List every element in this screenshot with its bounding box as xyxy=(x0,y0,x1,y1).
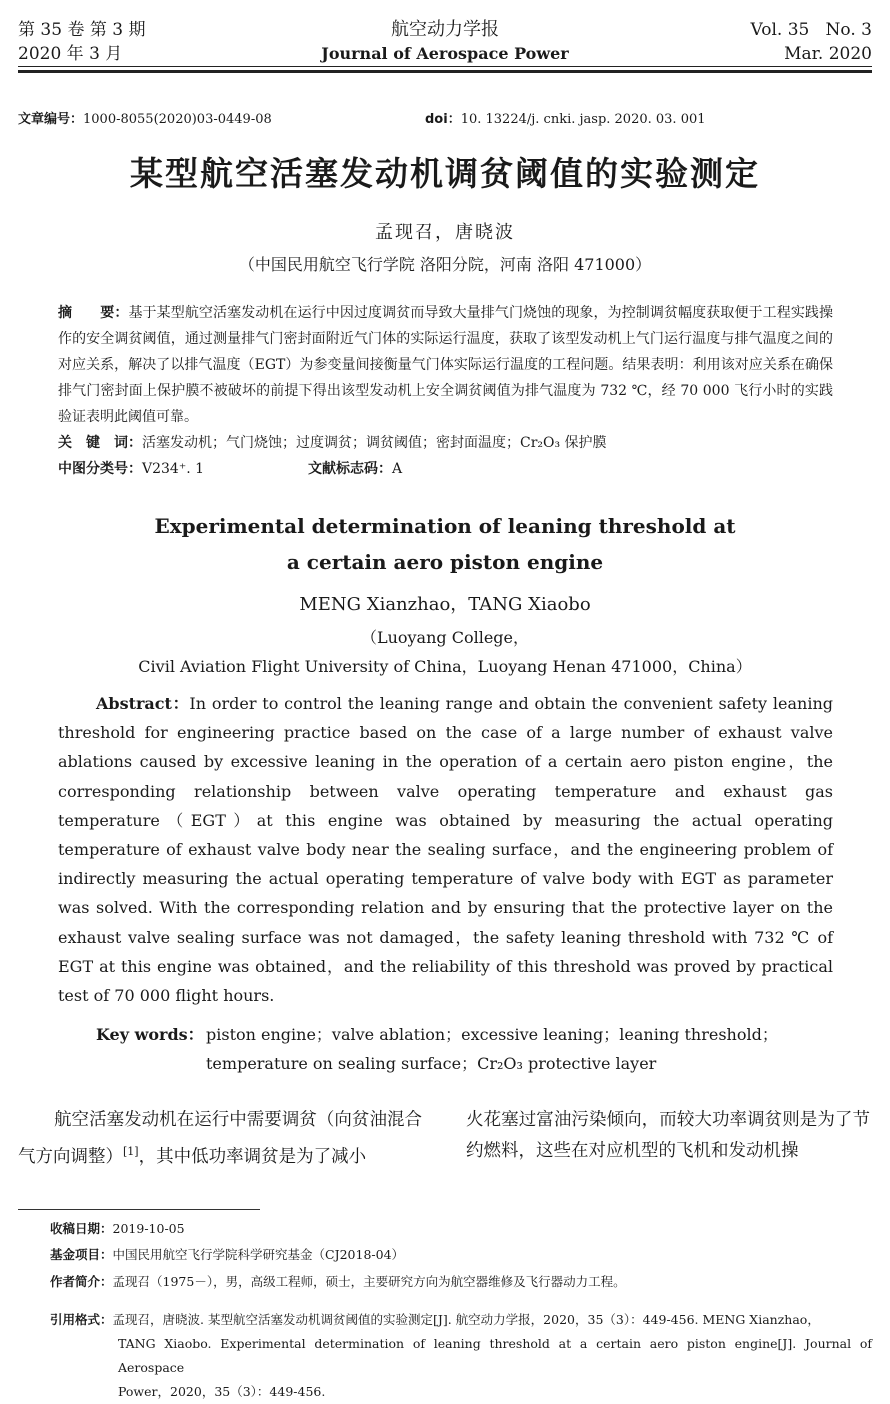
header-center xyxy=(250,18,640,66)
abstract-cn-body xyxy=(58,300,833,430)
author-bio-label: 作者简介： xyxy=(50,1274,113,1289)
received-date xyxy=(50,1219,870,1239)
citation-line1: 孟现召，唐晓波. 某型航空活塞发动机调贫阈值的实验测定[J]. 航空动力学报，2020，35（3）：449-456. MENG Xianzhao， xyxy=(112,1312,820,1327)
doc-code xyxy=(308,461,402,477)
body-right-text: 火花塞过富油污染倾向，而较大功率调贫则是为了节约燃料，这些在对应机型的飞机和发动机操 xyxy=(466,1110,870,1161)
header-rule-thin xyxy=(18,66,872,67)
volume-issue-en: Vol. 35 No. 3 xyxy=(750,20,872,40)
fund-label: 基金项目： xyxy=(50,1247,113,1262)
doi-label: doi： xyxy=(425,112,461,127)
body-left-text2: ，其中低功率调贫是为了减小 xyxy=(138,1146,367,1167)
article-number-label: 文章编号： xyxy=(18,112,84,127)
date-cn: 2020 年 3 月 xyxy=(18,44,123,64)
abstract-en xyxy=(58,689,833,1010)
abstract-cn-text: 基于某型航空活塞发动机在运行中因过度调贫而导致大量排气门烧蚀的现象，为控制调贫幅度获取便于工程实践操作的安全调贫阈值，通过测量排气门密封面附近气门体的实际运行温度，获取了该型发动机上气门运行温度与排气温度之间的对应关系，解决了以排气温度（EGT）为参变量间接衡量气门体实际运行温度的工程问题。结果表明：利用该对应关系在确保排气门密封面上保护膜不被破坏的前提下得出该型发动机上安全调贫阈值为排气温度为 732 ℃，经 70 000 飞行小时的实践验证表明此阈值可靠。 xyxy=(58,305,834,425)
article-number xyxy=(18,108,272,127)
article-number-value: 1000-8055(2020)03-0449-08 xyxy=(83,112,272,127)
keywords-cn-text: 活塞发动机；气门烧蚀；过度调贫；调贫阈值；密封面温度；Cr₂O₃ 保护膜 xyxy=(142,435,607,451)
header-rule-thick xyxy=(18,70,872,73)
fund-project xyxy=(50,1245,870,1265)
keywords-cn-label: 关 键 词： xyxy=(58,435,142,451)
abstract-en-text: In order to control the leaning range and obtain the convenient safety leaning threshold for engineering practice based on the case of a large number of exhaust valve ablations caused by excessive leaning in the operation of a certain aero piston engine，the corresponding relationship between valve operating temperature and exhaust gas temperature（EGT）at this engine was obtained by measuring the actual operating temperature of exhaust valve body near the sealing surface，and the engineering problem of indirectly measuring the actual operating temperature of valve body with EGT as parameter was solved. With the corresponding relation and by ensuring that the protective layer on the exhaust valve sealing surface was not damaged，the safety leaning threshold with 732 ℃ of EGT at this engine was obtained，and the reliability of this threshold was proved by practical test of 70 000 flight hours. xyxy=(58,694,833,1006)
doc-code-value: A xyxy=(392,461,403,477)
doc-code-label: 文献标志码： xyxy=(308,461,392,477)
body-column-left xyxy=(18,1105,422,1173)
doi-value: 10. 13224/j. cnki. jasp. 2020. 03. 001 xyxy=(460,112,706,127)
fund-value: 中国民用航空飞行学院科学研究基金（CJ2018-04） xyxy=(112,1247,405,1262)
journal-name-cn: 航空动力学报 xyxy=(391,19,499,40)
clc xyxy=(58,456,308,482)
reference-marker: [1] xyxy=(123,1145,139,1158)
received-label: 收稿日期： xyxy=(50,1221,113,1236)
keywords-en-line2: temperature on sealing surface；Cr₂O₃ protective layer xyxy=(206,1054,657,1073)
author-bio-value: 孟现召（1975－），男，高级工程师，硕士，主要研究方向为航空器维修及飞行器动力工程。 xyxy=(112,1274,626,1289)
title-en-line1: Experimental determination of leaning threshold at xyxy=(154,514,736,538)
author-bio xyxy=(50,1272,870,1292)
affiliation-en xyxy=(0,623,890,681)
journal-name-en: Journal of Aerospace Power xyxy=(321,44,569,63)
title-en xyxy=(0,508,890,580)
clc-value: V234⁺. 1 xyxy=(142,461,205,477)
keywords-en-line1: piston engine；valve ablation；excessive leaning；leaning threshold； xyxy=(206,1025,778,1044)
citation-label: 引用格式： xyxy=(50,1312,113,1327)
abstract-en-label: Abstract： xyxy=(96,694,190,713)
affiliation-en-line1: （Luoyang College， xyxy=(360,628,530,647)
abstract-cn xyxy=(58,300,833,482)
abstract-cn-label: 摘 要： xyxy=(58,305,129,321)
title-cn: 某型航空活塞发动机调贫阈值的实验测定 xyxy=(130,154,760,193)
citation xyxy=(50,1308,872,1404)
affiliation-en-line2: Civil Aviation Flight University of China，Luoyang Henan 471000，China） xyxy=(138,657,752,676)
authors-cn: 孟现召，唐晓波 xyxy=(375,222,515,243)
clc-label: 中图分类号： xyxy=(58,461,142,477)
affiliation-cn: （中国民用航空飞行学院 洛阳分院，河南 洛阳 471000） xyxy=(238,255,652,274)
header-right xyxy=(751,18,872,66)
received-value: 2019-10-05 xyxy=(112,1221,185,1236)
footnote-rule xyxy=(18,1209,260,1210)
body-column-right xyxy=(466,1105,870,1167)
date-en: Mar. 2020 xyxy=(784,44,872,64)
keywords-en-label: Key words： xyxy=(96,1025,204,1044)
keywords-en xyxy=(96,1020,836,1078)
classification-row xyxy=(58,456,833,482)
authors-en: MENG Xianzhao，TANG Xiaobo xyxy=(299,594,591,615)
header-left xyxy=(18,18,145,66)
citation-line2: TANG Xiaobo. Experimental determination of leaning threshold at a certain aero piston engine[J]. Journal of Aerospace xyxy=(118,1336,872,1375)
keywords-cn xyxy=(58,430,833,456)
volume-issue-cn: 第 35 卷 第 3 期 xyxy=(18,20,146,40)
doi xyxy=(425,108,706,127)
body-left-text: 航空活塞发动机在运行中需要调贫（向贫油混合气方向调整） xyxy=(18,1110,422,1167)
citation-line3: Power，2020，35（3）：449-456. xyxy=(118,1384,326,1399)
title-en-line2: a certain aero piston engine xyxy=(286,550,604,574)
